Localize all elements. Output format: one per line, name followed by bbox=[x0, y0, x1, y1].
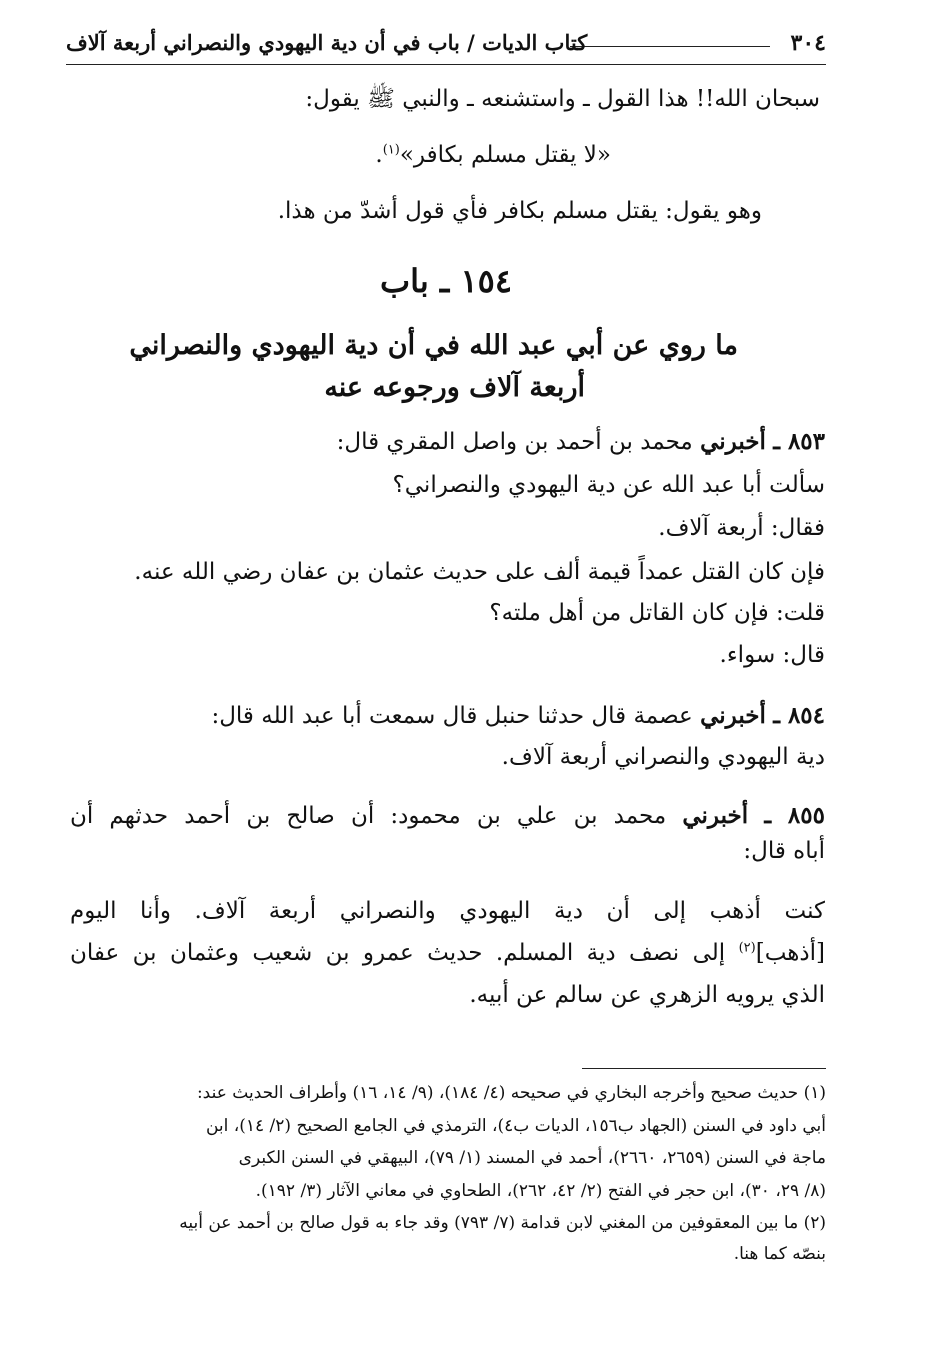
narration-853-line-3: فقال: أربعة آلاف. bbox=[658, 515, 825, 541]
header-dash-rule bbox=[570, 46, 770, 47]
chapter-subtitle-line-1: ما روي عن أبي عبد الله في أن دية اليهودي والنصراني bbox=[129, 330, 738, 361]
narration-854-line-2: دية اليهودي والنصراني أربعة آلاف. bbox=[501, 744, 825, 770]
footnote-1-line-1: (١) حديث صحيح وأخرجه البخاري في صحيحه (٤/ ١٨٤)، (٩/ ١٤، ١٦) وأطراف الحديث عند: bbox=[196, 1083, 826, 1103]
intro-line-3: وهو يقول: يقتل مسلم بكافر فأي قول أشدّ من هذا. bbox=[277, 198, 762, 224]
quote-line-2-text: إلى نصف دية المسلم. حديث عمرو بن شعيب وعثمان بن عفان bbox=[70, 940, 739, 966]
header-rule bbox=[66, 64, 826, 65]
narration-853-line-1 bbox=[337, 428, 825, 455]
narration-number: ٨٥٤ ـ bbox=[773, 702, 825, 729]
quote-line-3: الذي يرويه الزهري عن سالم عن أبيه. bbox=[469, 982, 825, 1008]
narration-853-line-5: قلت: فإن كان القاتل من أهل ملته؟ bbox=[489, 600, 825, 626]
intro-line-1: سبحان الله!! هذا القول ـ واستشنعه ـ والنبي ﷺ يقول: bbox=[305, 86, 820, 112]
narration-lead: أخبرني bbox=[682, 802, 749, 829]
quote-line-1: كنت أذهب إلى أن دية اليهودي والنصراني أربعة آلاف. وأنا اليوم bbox=[70, 898, 825, 924]
footnote-2-line-2: بنصّه كما هنا. bbox=[733, 1244, 826, 1264]
narration-854-line-1 bbox=[211, 702, 825, 729]
narration-855-line-2: أباه قال: bbox=[743, 838, 825, 864]
footnote-ref-2[interactable]: (٢) bbox=[738, 940, 756, 956]
narration-text: محمد بن أحمد بن واصل المقري قال: bbox=[336, 429, 693, 455]
footnote-1-line-3: ماجة في السنن (٢٦٥٩، ٢٦٦٠)، أحمد في المسند (١/ ٧٩)، البيهقي في السنن الكبرى bbox=[238, 1148, 826, 1168]
hadith-quote: «لا يقتل مسلم بكافر»$^{(١)}$. bbox=[375, 142, 611, 168]
footnote-ref-1[interactable]: (١) bbox=[382, 142, 400, 158]
page-number: ٣٠٤ bbox=[790, 30, 826, 56]
hadith-quote-text: «لا يقتل مسلم بكافر» bbox=[399, 142, 611, 168]
narration-lead: أخبرني bbox=[700, 702, 766, 729]
quote-line-2 bbox=[70, 940, 825, 966]
narration-lead: أخبرني bbox=[700, 428, 766, 455]
narration-853-line-4: فإن كان القتل عمداً قيمة ألف على حديث عثمان بن عفان رضي الله عنه. bbox=[134, 559, 825, 585]
narration-number: ٨٥٣ ـ bbox=[773, 428, 825, 455]
footnote-1-line-2: أبي داود في السنن (الجهاد ب١٥٦، الديات ب٤)، الترمذي في الجامع الصحيح (٢/ ١٤)، ابن bbox=[205, 1116, 826, 1136]
narration-number: ٨٥٥ ـ bbox=[764, 802, 825, 829]
narration-text: عصمة قال حدثنا حنبل قال سمعت أبا عبد الله قال: bbox=[211, 703, 693, 729]
bracketed-insertion: [أذهب] bbox=[755, 940, 826, 966]
narration-text: محمد بن علي بن محمود: أن صالح بن أحمد حدثهم أن bbox=[70, 803, 667, 829]
narration-855-line-1 bbox=[70, 802, 825, 829]
narration-853-line-2: سألت أبا عبد الله عن دية اليهودي والنصراني؟ bbox=[392, 472, 825, 498]
chapter-subtitle-line-2: أربعة آلاف ورجوعه عنه bbox=[324, 372, 585, 403]
narration-853-line-6: قال: سواء. bbox=[719, 642, 825, 668]
footnote-rule bbox=[582, 1068, 826, 1069]
chapter-heading: ١٥٤ ـ باب bbox=[380, 262, 512, 300]
footnote-1-line-4: (٨/ ٢٩، ٣٠)، ابن حجر في الفتح (٢/ ٤٢، ٢٦٢)، الطحاوي في معاني الآثار (٣/ ١٩٢). bbox=[255, 1181, 826, 1201]
footnote-2-line-1: (٢) ما بين المعقوفين من المغني لابن قدامة (٧/ ٧٩٣) وقد جاء به قول صالح بن أحمد عن أبيه bbox=[179, 1213, 826, 1233]
running-title: كتاب الديات / باب في أن دية اليهودي والنصراني أربعة آلاف bbox=[66, 30, 588, 55]
